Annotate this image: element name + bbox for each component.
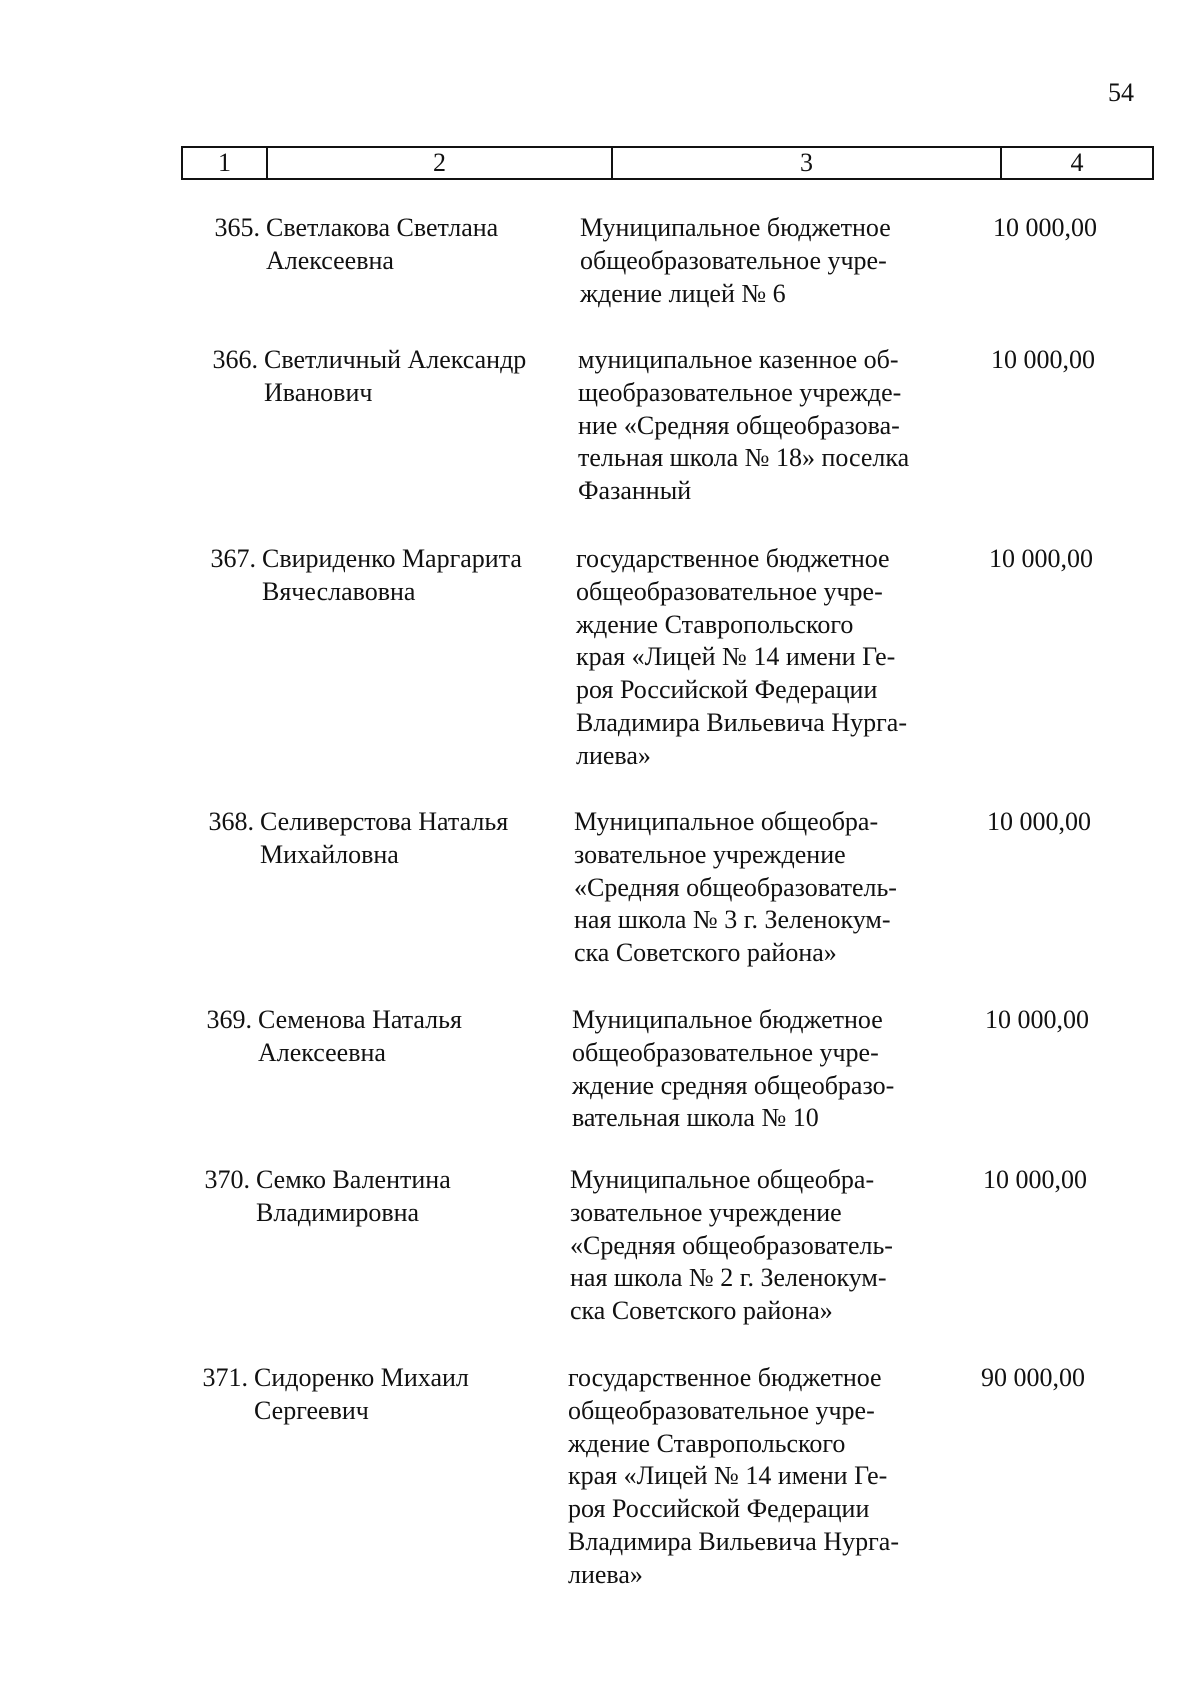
- entry-number: 369.: [206, 1005, 252, 1034]
- entry-name: Селиверстова Наталья Михайловна: [260, 807, 509, 869]
- entry-organization: Муниципальное общеобра- зовательное учреждение «Средняя общеобразователь- ная школа № 3 г. Зеленокум- ска Советского района»: [574, 807, 897, 968]
- entry-number: 366.: [212, 345, 258, 374]
- entry-amount: 10 000,00: [987, 807, 1091, 836]
- entry-organization: Муниципальное общеобра- зовательное учреждение «Средняя общеобразователь- ная школа № 2 г. Зеленокум- ска Советского района»: [570, 1165, 893, 1326]
- page-number: 54: [1108, 78, 1134, 107]
- entry-amount: 10 000,00: [993, 213, 1097, 242]
- column-header-4: 4: [1070, 148, 1084, 177]
- column-header-3: 3: [613, 148, 1002, 178]
- entry-amount: 10 000,00: [989, 544, 1093, 573]
- entry-organization: Муниципальное бюджетное общеобразовательное учре- ждение лицей № 6: [580, 213, 891, 308]
- entry-amount: 10 000,00: [991, 345, 1095, 374]
- entry-amount: 10 000,00: [985, 1005, 1089, 1034]
- entry-organization: государственное бюджетное общеобразовательное учре- ждение Ставропольского края «Лицей № 14 имени Ге- роя Российской Федерации Владимира Вильевича Нурга- лиева»: [568, 1363, 899, 1589]
- column-header-table: [181, 146, 1154, 180]
- entry-name: Светличный Александр Иванович: [264, 345, 527, 407]
- entry-name: Сидоренко Михаил Сергеевич: [254, 1363, 469, 1425]
- entry-number: 371.: [202, 1363, 248, 1392]
- entry-name: Светлакова Светлана Алексеевна: [266, 213, 499, 275]
- column-header-2: 2: [268, 148, 613, 178]
- entry-name: Семенова Наталья Алексеевна: [258, 1005, 462, 1067]
- entry-organization: Муниципальное бюджетное общеобразовательное учре- ждение средняя общеобразо- вательная школа № 10: [572, 1005, 895, 1133]
- entry-organization: муниципальное казенное об- щеобразовательное учрежде- ние «Средняя общеобразова- тельная школа № 18» поселка Фазанный: [578, 345, 910, 506]
- entry-name: Свириденко Маргарита Вячеславовна: [262, 544, 522, 606]
- entry-organization: государственное бюджетное общеобразовательное учре- ждение Ставропольского края «Лицей № 14 имени Ге- роя Российской Федерации Владимира Вильевича Нурга- лиева»: [576, 544, 907, 770]
- entry-number: 367.: [210, 544, 256, 573]
- entry-number: 370.: [204, 1165, 250, 1194]
- entry-number: 365.: [214, 213, 260, 242]
- entry-name: Семко Валентина Владимировна: [256, 1165, 451, 1227]
- entry-amount: 90 000,00: [981, 1363, 1085, 1392]
- entry-amount: 10 000,00: [983, 1165, 1087, 1194]
- entry-number: 368.: [208, 807, 254, 836]
- column-header-1: 1: [183, 148, 268, 178]
